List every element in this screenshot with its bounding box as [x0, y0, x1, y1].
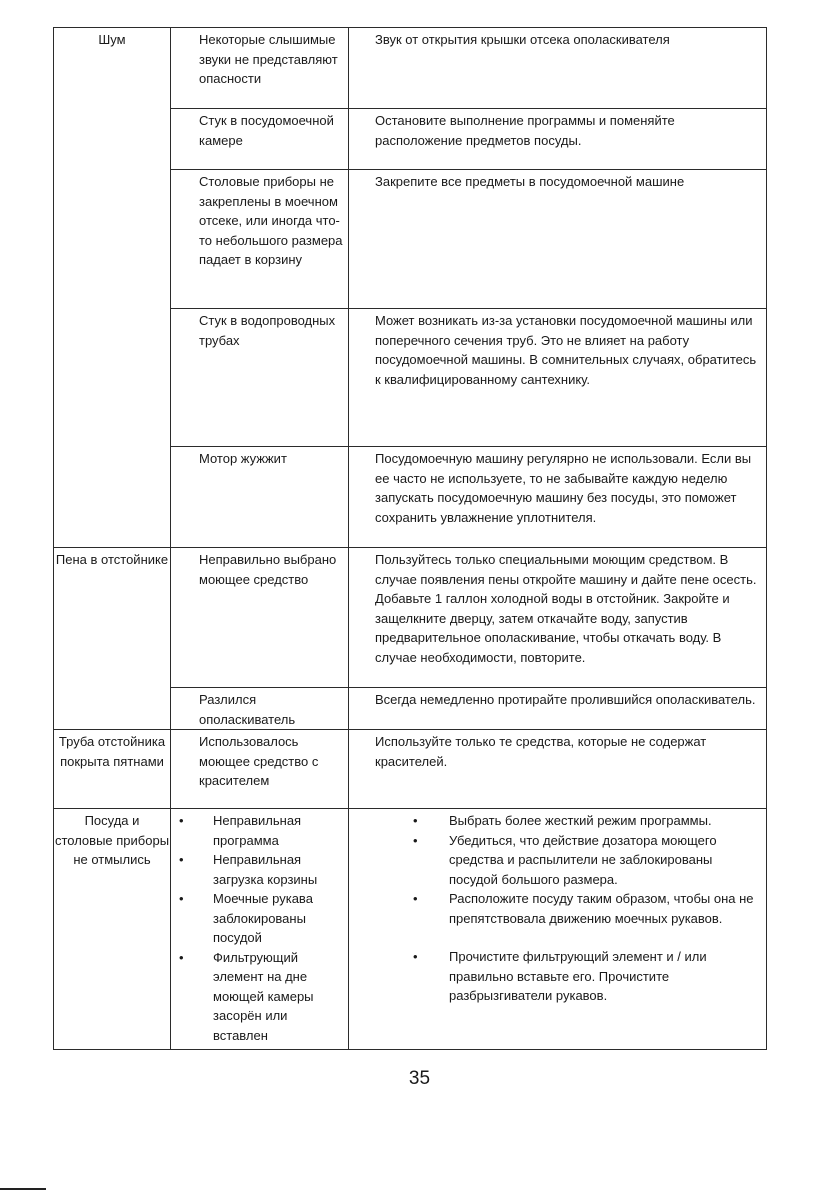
cause-cell	[171, 809, 349, 1050]
cause-text: Разлился ополаскиватель	[199, 692, 296, 727]
list-spacer	[349, 928, 760, 947]
solution-cell	[349, 28, 767, 109]
table-row	[54, 28, 767, 109]
list-item: • Прочистите фильтрующий элемент и / или правильно вставьте его. Прочистите разбрызгиватели рукавов.	[349, 947, 760, 1006]
solution-cell	[349, 809, 767, 1050]
solution-text: Закрепите все предметы в посудомоечной машине	[375, 174, 685, 189]
problem-cell	[54, 730, 171, 809]
list-item: • Фильтрующий элемент на дне моющей камеры засорён или вставлен	[175, 948, 344, 1046]
list-item: • Расположите посуду таким образом, чтобы она не препятствовала движению моечных рукавов.	[349, 889, 760, 928]
solution-cell	[349, 447, 767, 548]
problem-cell	[54, 809, 171, 1050]
problem-text: Пена в отстойнике	[55, 552, 169, 567]
problem-cell	[54, 548, 171, 730]
cause-cell	[171, 548, 349, 688]
solution-text: Остановите выполнение программы и поменяйте расположение предметов посуды.	[375, 113, 675, 148]
solution-list	[349, 811, 760, 1006]
solution-text: Всегда немедленно протирайте пролившийся ополаскиватель.	[375, 692, 756, 707]
solution-cell	[349, 109, 767, 170]
solution-text: Используйте только те средства, которые не содержат красителей.	[375, 734, 707, 769]
problem-cell	[54, 28, 171, 548]
list-item: • Неправильная программа	[175, 811, 344, 850]
cause-text: Столовые приборы не закреплены в моечном отсеке, или иногда что-то небольшого размера падает в корзину	[199, 174, 343, 267]
cause-text: Использовалось моющее средство с красителем	[199, 734, 319, 788]
list-item: • Неправильная загрузка корзины	[175, 850, 344, 889]
problem-text: Труба отстойника покрыта пятнами	[58, 734, 166, 769]
cause-cell	[171, 730, 349, 809]
footer-rule	[0, 1188, 46, 1190]
solution-cell	[349, 548, 767, 688]
cause-text: Неправильно выбрано моющее средство	[199, 552, 337, 587]
cause-cell	[171, 688, 349, 730]
solution-text: Может возникать из-за установки посудомоечной машины или поперечного сечения труб. Это не влияет на работу посудомоечной машины. В сомнительных случаях, обратитесь к квалифицированному сантехнику.	[375, 313, 757, 387]
table-row	[54, 730, 767, 809]
table-row	[54, 548, 767, 688]
problem-text: Шум	[98, 32, 126, 47]
page-number: 35	[408, 1068, 431, 1089]
solution-cell	[349, 170, 767, 309]
problem-text: Посуда и столовые приборы не отмылись	[54, 813, 170, 867]
cause-text: Мотор жужжит	[199, 451, 287, 466]
solution-text: Посудомоечную машину регулярно не использовали. Если вы ее часто не используете, то не забывайте каждую неделю запускать посудомоечную машину без посуды, это поможет сохранить увлажнение уплотнителя.	[375, 451, 752, 525]
cause-cell	[171, 309, 349, 447]
cause-cell	[171, 447, 349, 548]
solution-cell	[349, 309, 767, 447]
cause-text: Некоторые слышимые звуки не представляют опасности	[199, 32, 338, 86]
solution-cell	[349, 688, 767, 730]
troubleshooting-table	[53, 27, 767, 1050]
cause-cell	[171, 170, 349, 309]
solution-text: Звук от открытия крышки отсека ополаскивателя	[375, 32, 670, 47]
solution-cell	[349, 730, 767, 809]
solution-text: Пользуйтесь только специальными моющим средством. В случае появления пены откройте машину и дайте пене осесть. Добавьте 1 галлон холодной воды в отстойник. Закройте и защелкните дверцу, затем откачайте воду, запустив предварительное ополаскивание, чтобы откачать воду. В случае необходимости, повторите.	[375, 552, 757, 665]
list-item: • Выбрать более жесткий режим программы.	[349, 811, 760, 831]
cause-text: Стук в посудомоечной камере	[199, 113, 334, 148]
cause-cell	[171, 109, 349, 170]
list-item: • Убедиться, что действие дозатора моющего средства и распылители не заблокированы посудой большого размера.	[349, 831, 760, 890]
table-row	[54, 809, 767, 1050]
list-item: • Моечные рукава заблокированы посудой	[175, 889, 344, 948]
cause-list	[175, 811, 344, 1045]
cause-cell	[171, 28, 349, 109]
cause-text: Стук в водопроводных трубах	[199, 313, 336, 348]
